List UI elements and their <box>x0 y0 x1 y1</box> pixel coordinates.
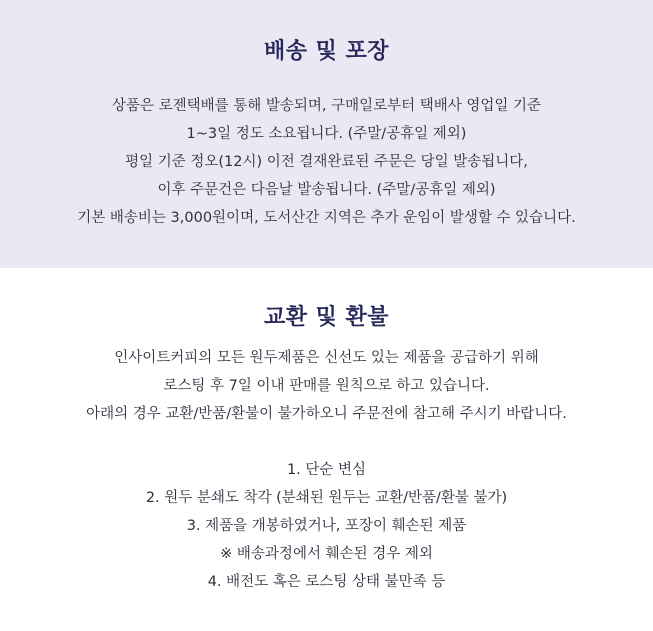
exchange-intro <box>0 344 653 428</box>
shipping-line: 이후 주문건은 다음날 발송됩니다. (주말/공휴일 제외) <box>157 182 496 198</box>
exchange-intro-line: 아래의 경우 교환/반품/환불이 불가하오니 주문전에 참고해 주시기 바랍니다. <box>86 406 567 422</box>
exchange-conditions-list <box>0 456 653 596</box>
exchange-intro-line: 로스팅 후 7일 이내 판매를 원칙으로 하고 있습니다. <box>163 378 490 394</box>
condition-item: 2. 원두 분쇄도 착각 (분쇄된 원두는 교환/반품/환불 불가) <box>145 490 508 506</box>
exchange-section <box>0 268 653 631</box>
exchange-intro-line: 인사이트커피의 모든 원두제품은 신선도 있는 제품을 공급하기 위해 <box>114 350 539 366</box>
condition-note: ※ 배송과정에서 훼손된 경우 제외 <box>220 546 433 562</box>
shipping-line: 기본 배송비는 3,000원이며, 도서산간 지역은 추가 운임이 발생할 수 있습니다. <box>77 210 576 226</box>
condition-item: 3. 제품을 개봉하였거나, 포장이 훼손된 제품 <box>186 518 467 534</box>
condition-item: 1. 단순 변심 <box>286 462 367 478</box>
exchange-title: 교환 및 환불 <box>263 305 390 330</box>
condition-item: 4. 배전도 혹은 로스팅 상태 불만족 등 <box>207 574 446 590</box>
shipping-line: 1~3일 정도 소요됩니다. (주말/공휴일 제외) <box>186 126 467 142</box>
shipping-section <box>0 0 653 268</box>
shipping-title: 배송 및 포장 <box>263 39 390 64</box>
shipping-text <box>0 92 653 232</box>
shipping-line: 상품은 로젠택배를 통해 발송되며, 구매일로부터 택배사 영업일 기준 <box>111 98 542 114</box>
shipping-line: 평일 기준 정오(12시) 이전 결재완료된 주문은 당일 발송됩니다, <box>125 154 528 170</box>
